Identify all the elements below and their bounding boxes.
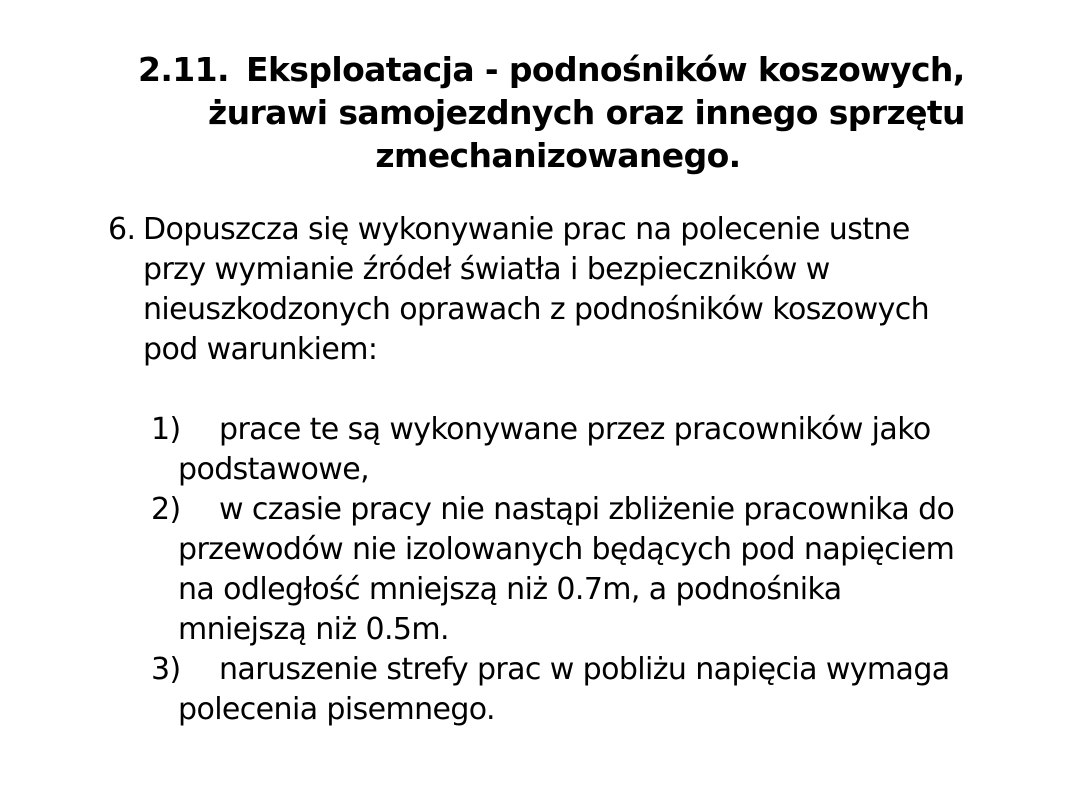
list-item-line: przewodów nie izolowanych będących pod napięciem bbox=[178, 532, 955, 567]
list-item-line: na odległość mniejszą niż 0.7m, a podnośnika bbox=[178, 572, 842, 607]
list-item-number: 3) bbox=[151, 652, 181, 687]
title-line-2: żurawi samojezdnych oraz innego sprzętu bbox=[208, 93, 965, 132]
point-number: 6. bbox=[108, 212, 136, 247]
list-item bbox=[0, 490, 1080, 650]
list-item bbox=[0, 650, 1080, 730]
list-item-number: 2) bbox=[151, 492, 181, 527]
list-item-line: prace te są wykonywane przez pracowników jako bbox=[219, 412, 931, 447]
point-line: Dopuszcza się wykonywanie prac na polecenie ustne bbox=[143, 212, 910, 247]
list-item-line: mniejszą niż 0.5m. bbox=[178, 612, 449, 647]
list-item-line: naruszenie strefy prac w pobliżu napięcia wymaga bbox=[219, 652, 950, 687]
point-line: przy wymianie źródeł światła i bezpieczników w bbox=[143, 252, 830, 287]
slide-title bbox=[0, 48, 1080, 177]
list-item bbox=[0, 410, 1080, 490]
title-line-3: zmechanizowanego. bbox=[375, 136, 741, 175]
list-item-line: podstawowe, bbox=[178, 452, 370, 487]
list-item-line: polecenia pisemnego. bbox=[178, 692, 495, 727]
point-line: pod warunkiem: bbox=[143, 332, 378, 367]
condition-list bbox=[0, 410, 1080, 730]
list-item-number: 1) bbox=[151, 412, 181, 447]
title-line-1 bbox=[0, 48, 1080, 91]
list-item-line: w czasie pracy nie nastąpi zbliżenie pracownika do bbox=[219, 492, 955, 527]
numbered-point bbox=[0, 210, 1080, 370]
slide-body bbox=[0, 210, 1080, 730]
title-number: 2.11. bbox=[138, 50, 229, 89]
point-line: nieuszkodzonych oprawach z podnośników koszowych bbox=[143, 292, 930, 327]
title-text-1: Eksploatacja - podnośników koszowych, bbox=[246, 50, 965, 89]
